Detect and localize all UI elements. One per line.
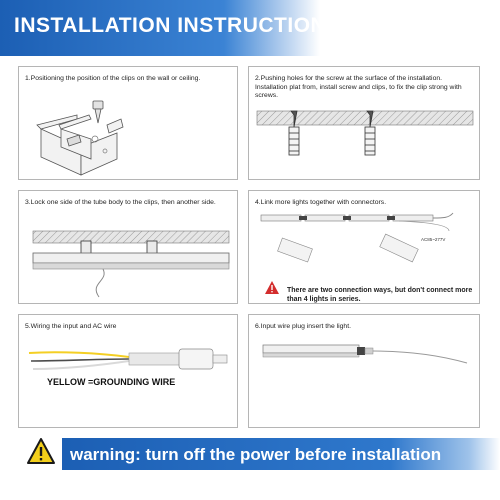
step-1-text: 1.Positioning the position of the clips on the wall or ceiling. bbox=[25, 75, 201, 82]
footer-warning-banner bbox=[62, 438, 500, 470]
plug-insert-illustration bbox=[249, 315, 480, 428]
step-2-panel bbox=[248, 66, 480, 180]
step-1-panel bbox=[18, 66, 238, 180]
voltage-label: AC85~277V bbox=[421, 237, 446, 242]
series-warning-text: There are two connection ways, but don't connect more than 4 lights in series. bbox=[287, 287, 473, 303]
grounding-wire-label: YELLOW =GROUNDING WIRE bbox=[47, 377, 176, 387]
step-5-text: 5.Wiring the input and AC wire bbox=[25, 323, 117, 330]
step-6-text: 6.Input wire plug insert the light. bbox=[255, 323, 351, 330]
header-banner bbox=[0, 0, 341, 56]
warning-triangle-red-icon bbox=[265, 281, 279, 294]
wiring-illustration bbox=[19, 315, 238, 428]
step-4-text: 4.Link more lights together with connectors. bbox=[255, 199, 387, 206]
tube-lock-illustration bbox=[19, 191, 238, 304]
step-3-text: 3.Lock one side of the tube body to the clips, then another side. bbox=[25, 199, 216, 206]
warning-triangle-yellow-icon bbox=[26, 437, 56, 465]
page-title: INSTALLATION INSTRUCTIONS bbox=[14, 14, 341, 37]
screw-hole-illustration bbox=[249, 67, 480, 180]
clip-positioning-illustration bbox=[19, 67, 238, 180]
step-5-panel bbox=[18, 314, 238, 428]
footer-warning-text: warning: turn off the power before installation bbox=[70, 445, 442, 464]
step-6-panel bbox=[248, 314, 480, 428]
step-4-panel bbox=[248, 190, 480, 304]
step-3-panel bbox=[18, 190, 238, 304]
step-2-text: 2.Pushing holes for the screw at the surface of the installation. Installation plat from, install screw and clips, to fix the clip strong with screws. bbox=[255, 75, 462, 100]
